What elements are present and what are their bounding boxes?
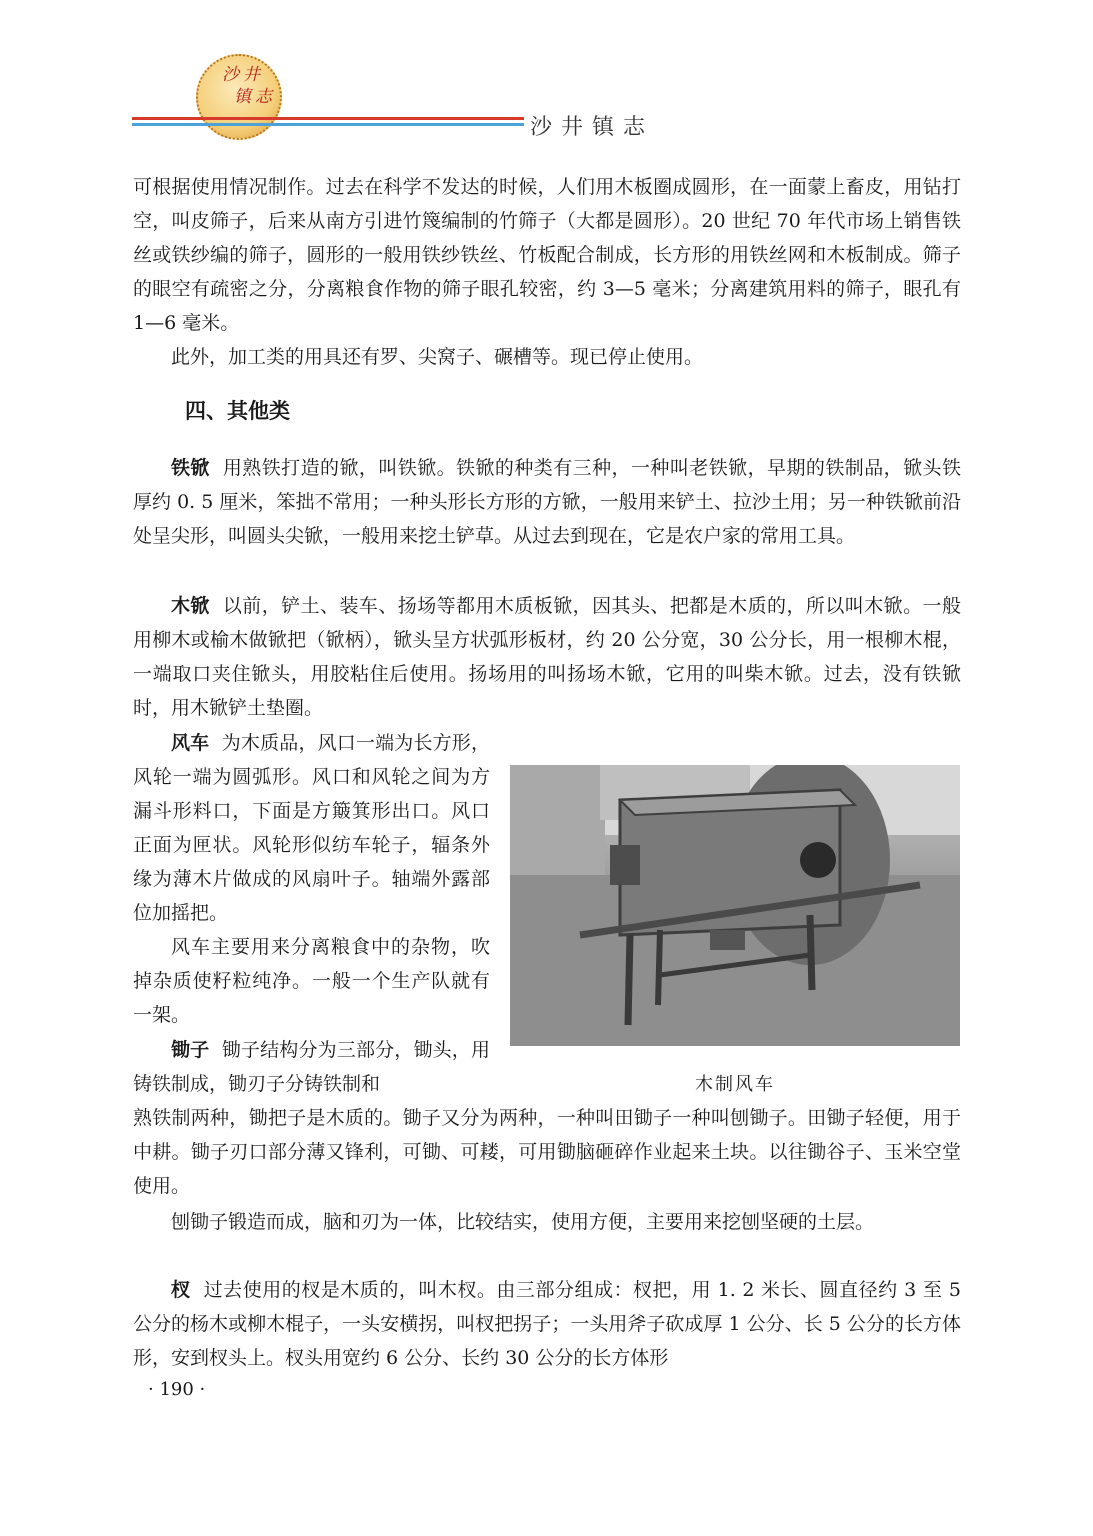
header-rule-blue bbox=[132, 123, 524, 126]
term-fork: 杈 bbox=[171, 1279, 191, 1301]
running-header-title: 沙井镇志 bbox=[530, 115, 655, 140]
page-number: · 190 · bbox=[148, 1379, 206, 1400]
figure-caption: 木制风车 bbox=[695, 1074, 775, 1095]
term-wood-shovel: 木锨 bbox=[171, 595, 210, 617]
paragraph-fork-text: 过去使用的杈是木质的，叫木杈。由三部分组成：杈把，用 1. 2 米长、圆直径约 3 至 5 公分的杨木或柳木棍子，一头安横拐，叫杈把拐子；一头用斧子砍成厚 1 公分、长 5 公分的长方体形，安到杈头上。杈头用宽约 6 公分、长约 30 公分的长方体形 bbox=[133, 1279, 961, 1369]
term-winnower: 风车 bbox=[171, 732, 210, 754]
header-rule bbox=[132, 117, 524, 129]
winnower-illustration bbox=[510, 765, 960, 1046]
paragraph-wood-shovel-text: 以前，铲土、装车、扬场等都用木质板锨，因其头、把都是木质的，所以叫木锨。一般用柳木或榆木做锨把（锨柄），锨头呈方状弧形板材，约 20 公分宽，30 公分长，用一根柳木棍，一端取口夹住锨头，用胶粘住后使用。扬场用的叫扬场木锨，它用的叫柴木锨。过去，没有铁锨时，用木锨铲土垫圈。 bbox=[133, 595, 961, 719]
paragraph-winnower-text: 为木质品，风口一端为长方形，风轮一端为圆弧形。风口和风轮之间为方漏斗形料口，下面是方簸箕形出口。风口正面为匣状。风轮形似纺车轮子，辐条外缘为薄木片做成的风扇叶子。轴端外露部位加摇把。 bbox=[133, 732, 490, 924]
paragraph-winnower-use: 风车主要用来分离粮食中的杂物，吹掉杂质使籽粒纯净。一般一个生产队就有一架。 bbox=[133, 936, 490, 1026]
paragraph-hoe-start bbox=[133, 1033, 490, 1101]
winnower-photo bbox=[510, 765, 960, 1046]
logo-text-line2: 镇志 bbox=[234, 87, 276, 107]
paragraph-hoe-start-text: 锄子结构分为三部分，锄头，用铸铁制成，锄刃子分铸铁制和 bbox=[133, 1039, 490, 1095]
header-rule-red bbox=[132, 117, 524, 120]
paragraph-winnower bbox=[133, 726, 490, 930]
paragraph-other-tools: 此外，加工类的用具还有罗、尖窝子、碾槽等。现已停止使用。 bbox=[171, 346, 704, 368]
logo-text-line1: 沙井 bbox=[222, 65, 264, 85]
paragraph-sieve: 可根据使用情况制作。过去在科学不发达的时候，人们用木板圈成圆形，在一面蒙上畜皮，用钻打空，叫皮筛子，后来从南方引进竹篾编制的竹筛子（大都是圆形）。20 世纪 70 年代市场上销售铁丝或铁纱编的筛子，圆形的一般用铁纱铁丝、竹板配合制成，长方形的用铁丝网和木板制成。筛子的眼空有疏密之分，分离粮食作物的筛子眼孔较密，约 3—5 毫米；分离建筑用料的筛子，眼孔有 1—6 毫米。 bbox=[133, 176, 961, 334]
section-heading: 四、其他类 bbox=[185, 399, 290, 423]
paragraph-fork bbox=[133, 1273, 961, 1375]
term-hoe: 锄子 bbox=[171, 1039, 210, 1061]
paragraph-wood-shovel bbox=[133, 589, 961, 725]
paragraph-iron-shovel-text: 用熟铁打造的锨，叫铁锨。铁锨的种类有三种，一种叫老铁锨，早期的铁制品，锨头铁厚约 0. 5 厘米，笨拙不常用；一种头形长方形的方锨，一般用来铲土、拉沙土用；另一种铁锨前沿处呈尖形，叫圆头尖锨，一般用来挖土铲草。从过去到现在，它是农户家的常用工具。 bbox=[133, 457, 961, 547]
paragraph-hoe-cont: 熟铁制两种，锄把子是木质的。锄子又分为两种，一种叫田锄子一种叫刨锄子。田锄子轻便，用于中耕。锄子刃口部分薄又锋利，可锄、可耧，可用锄脑砸碎作业起来土块。以往锄谷子、玉米空堂使用。 bbox=[133, 1107, 961, 1197]
term-iron-shovel: 铁锨 bbox=[171, 457, 210, 479]
paragraph-iron-shovel bbox=[133, 451, 961, 553]
paragraph-pick-hoe: 刨锄子锻造而成，脑和刃为一体，比较结实，使用方便，主要用来挖刨坚硬的土层。 bbox=[171, 1211, 875, 1233]
